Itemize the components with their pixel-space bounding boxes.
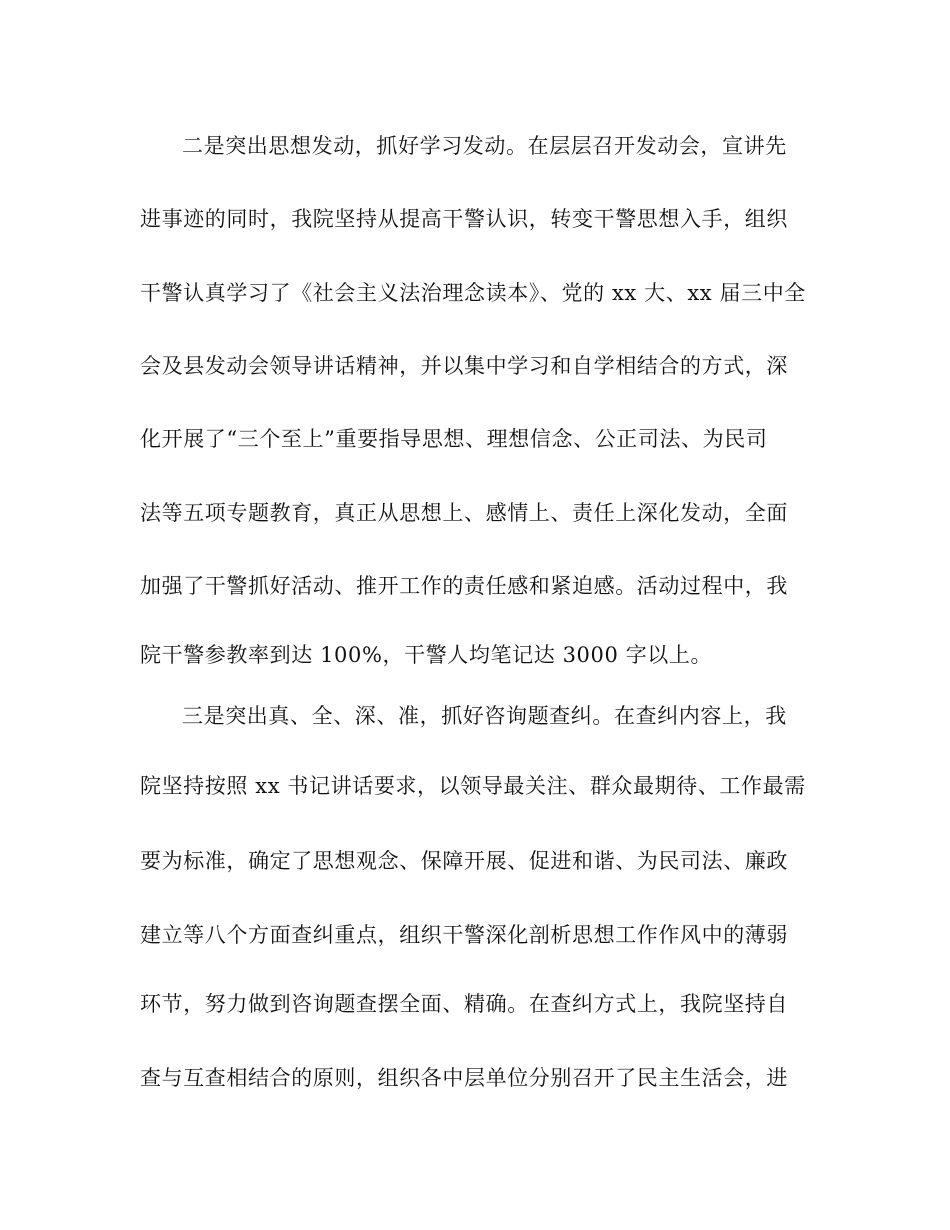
paragraph-line: 法等五项专题教育，真正从思想上、感情上、责任上深化发动，全面 <box>140 501 788 525</box>
paragraph-line: 三是突出真、全、深、准，抓好咨询题查纠。在查纠内容上，我 <box>182 704 787 728</box>
paragraph-line: 化开展了“三个至上”重要指导思想、理想信念、公正司法、为民司 <box>140 427 768 451</box>
paragraph-line: 环节，努力做到咨询题查摆全面、精确。在查纠方式上，我院坚持自 <box>140 992 788 1016</box>
paragraph-line: 要为标准，确定了思想观念、保障开展、促进和谐、为民司法、廉政 <box>140 849 788 873</box>
paragraph-line: 院坚持按照 xx 书记讲话要求，以领导最关注、群众最期待、工作最需 <box>140 774 806 798</box>
paragraph-line: 会及县发动会领导讲话精神，并以集中学习和自学相结合的方式，深 <box>140 354 788 378</box>
paragraph-line: 干警认真学习了《社会主义法治理念读本》、党的 xx 大、xx 届三中全 <box>140 281 806 305</box>
paragraph-line: 建立等八个方面查纠重点，组织干警深化剖析思想工作作风中的薄弱 <box>140 923 788 947</box>
paragraph-line: 进事迹的同时，我院坚持从提高干警认识，转变干警思想入手，组织 <box>140 207 788 231</box>
paragraph-line: 查与互查相结合的原则，组织各中层单位分别召开了民主生活会，进 <box>140 1066 788 1090</box>
paragraph-line: 院干警参教率到达 100%，干警人均笔记达 3000 字以上。 <box>140 643 713 667</box>
paragraph-line: 二是突出思想发动，抓好学习发动。在层层召开发动会，宣讲先 <box>182 134 787 158</box>
paragraph-line: 加强了干警抓好活动、推开工作的责任感和紧迫感。活动过程中，我 <box>140 574 788 598</box>
